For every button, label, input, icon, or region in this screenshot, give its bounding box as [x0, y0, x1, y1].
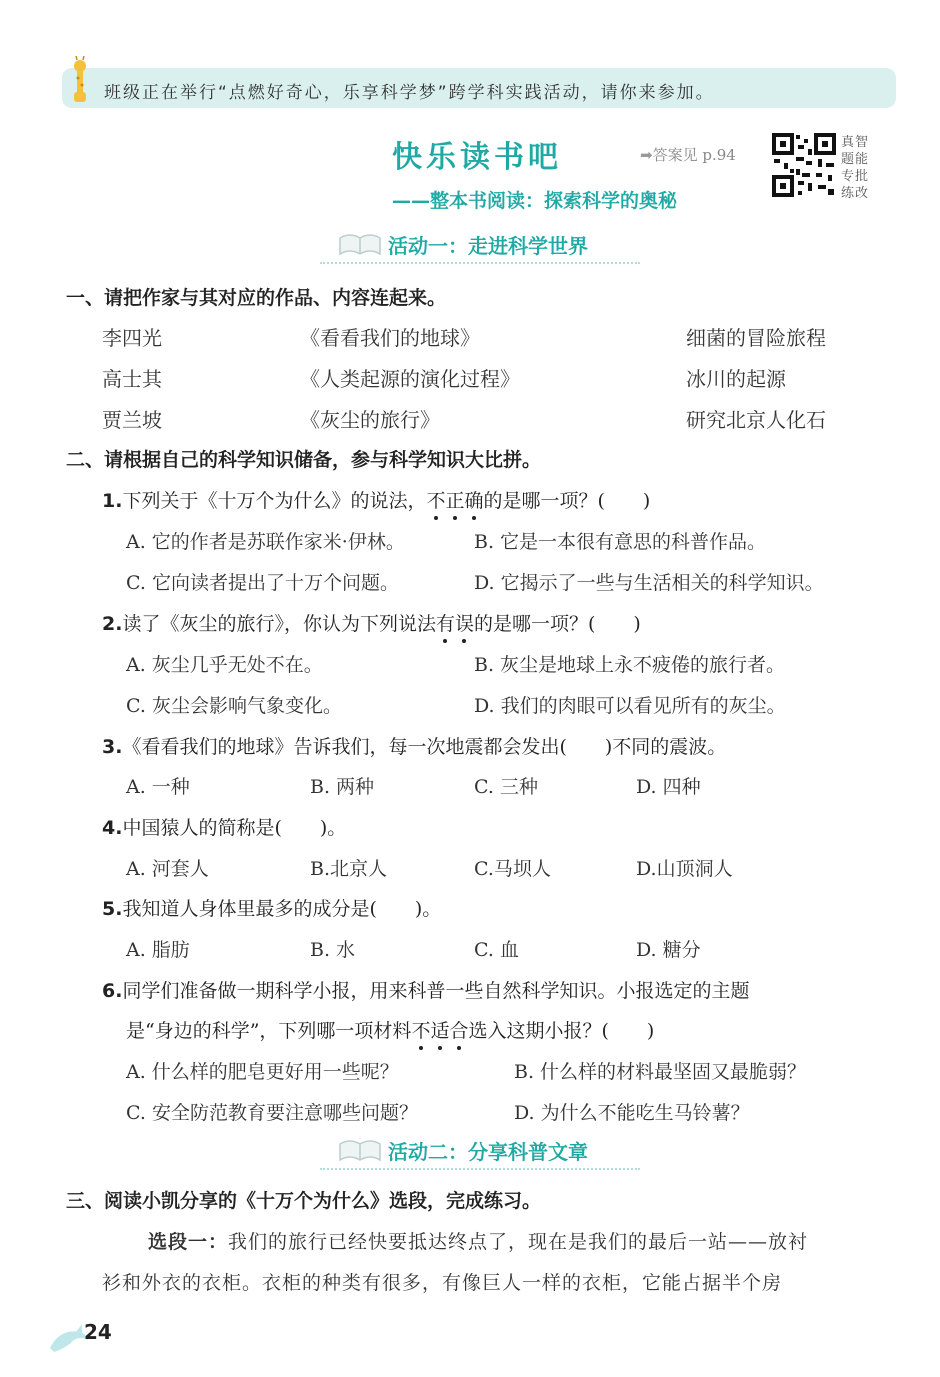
content-item: 细菌的冒险旅程 [686, 326, 826, 350]
option-d[interactable]: D. 我们的肉眼可以看见所有的灰尘。 [474, 695, 786, 717]
work-item: 《看看我们的地球》 [300, 326, 480, 350]
qr-caption-line: 真智 [841, 135, 870, 150]
passage-line-2: 衫和外衣的衣柜。衣柜的种类有很多，有像巨人一样的衣柜，它能占据半个房 [102, 1272, 783, 1294]
option-b[interactable]: B. 什么样的材料最坚固又最脆弱？ [514, 1061, 807, 1083]
option-a[interactable]: A. 它的作者是苏联作家米·伊林。 [126, 531, 405, 553]
question-number: 3. [102, 736, 123, 758]
question-item-6-line2 [126, 1016, 654, 1043]
giraffe-icon [66, 56, 94, 106]
passage-label: 选段一： [148, 1231, 229, 1253]
question-text: 的是哪一项？( ) [483, 490, 651, 512]
option-a[interactable]: A. 脂肪 [126, 939, 190, 961]
question-text: 《看看我们的地球》告诉我们，每一次地震都会发出( )不同的震波。 [122, 736, 727, 758]
option-b[interactable]: B. 两种 [310, 776, 375, 798]
passage-text: 我们的旅行已经快要抵达终点了，现在是我们的最后一站——放衬 [228, 1231, 809, 1253]
question-number: 1. [102, 490, 123, 512]
emphasis-char: 正 [445, 486, 464, 513]
open-book-icon [338, 230, 382, 258]
question-item-1 [102, 486, 650, 513]
question-text: 中国猿人的简称是( )。 [122, 817, 347, 839]
question-number: 4. [102, 817, 123, 839]
author-item: 李四光 [102, 326, 162, 350]
answer-reference [640, 144, 736, 165]
qr-caption-line: 专批 [841, 169, 870, 184]
author-item: 高士其 [102, 367, 162, 391]
question-text: 同学们准备做一期科学小报，用来科普一些自然科学知识。小报选定的主题 [122, 980, 750, 1002]
question2-heading: 二、请根据自己的科学知识储备，参与科学知识大比拼。 [66, 449, 542, 471]
option-c[interactable]: C. 它向读者提出了十万个问题。 [126, 572, 399, 594]
page-subtitle: ——整本书阅读：探索科学的奥秘 [392, 190, 678, 212]
question-text: 我知道人身体里最多的成分是( )。 [122, 898, 442, 920]
work-item: 《灰尘的旅行》 [300, 408, 440, 432]
question-text: 选入这期小报？( ) [468, 1020, 655, 1042]
option-a[interactable]: A. 什么样的肥皂更好用一些呢？ [126, 1061, 399, 1083]
question-text: 下列关于《十万个为什么》的说法， [122, 490, 427, 512]
content-item: 冰川的起源 [686, 367, 786, 391]
option-c[interactable]: C. 三种 [474, 776, 538, 798]
activity1-title: 活动一：走进科学世界 [388, 234, 588, 258]
question-number: 6. [102, 980, 123, 1002]
page-title: 快乐读书吧 [392, 140, 562, 175]
option-c[interactable]: C.马坝人 [474, 858, 551, 880]
option-b[interactable]: B. 它是一本很有意思的科普作品。 [474, 531, 767, 553]
question-item-5 [102, 894, 441, 921]
qr-caption-line: 练改 [841, 186, 870, 201]
option-b[interactable]: B. 水 [310, 939, 356, 961]
emphasis-char: 有 [436, 609, 455, 636]
activity2-title: 活动二：分享科普文章 [388, 1140, 588, 1164]
author-item: 贾兰坡 [102, 408, 162, 432]
option-a[interactable]: A. 灰尘几乎无处不在。 [126, 654, 323, 676]
emphasis-char: 确 [465, 486, 484, 513]
page-number: 24 [84, 1320, 112, 1344]
option-c[interactable]: C. 安全防范教育要注意哪些问题？ [126, 1102, 418, 1124]
qr-caption-line: 题能 [841, 152, 870, 167]
question-text: 是“身边的科学”，下列哪一项材料 [126, 1020, 412, 1042]
option-b[interactable]: B. 灰尘是地球上永不疲倦的旅行者。 [474, 654, 786, 676]
option-d[interactable]: D.山顶洞人 [636, 858, 733, 880]
question-number: 5. [102, 898, 123, 920]
arrow-icon: ➡ [640, 146, 653, 164]
question-text: 读了《灰尘的旅行》，你认为下列说法 [122, 613, 436, 635]
work-item: 《人类起源的演化过程》 [300, 367, 520, 391]
option-b[interactable]: B.北京人 [310, 858, 388, 880]
option-a[interactable]: A. 河套人 [126, 858, 209, 880]
answer-reference-text: 答案见 p.94 [652, 146, 736, 164]
question1-heading: 一、请把作家与其对应的作品、内容连起来。 [66, 287, 447, 309]
question-item-4 [102, 813, 346, 840]
emphasis-char: 误 [455, 609, 474, 636]
question-item-6 [102, 976, 749, 1003]
option-a[interactable]: A. 一种 [126, 776, 190, 798]
qr-caption [841, 134, 875, 202]
activity1-header [320, 228, 640, 264]
question-text: 的是哪一项？( ) [474, 613, 641, 635]
banner-text: 班级正在举行“点燃好奇心，乐享科学梦”跨学科实践活动，请你来参加。 [104, 83, 715, 103]
option-d[interactable]: D. 为什么不能吃生马铃薯？ [514, 1102, 750, 1124]
question-item-3 [102, 732, 726, 759]
option-c[interactable]: C. 血 [474, 939, 519, 961]
passage-line-1 [148, 1227, 896, 1254]
option-d[interactable]: D. 四种 [636, 776, 701, 798]
emphasis-char: 合 [449, 1016, 468, 1043]
emphasis-char: 不 [411, 1016, 430, 1043]
content-item: 研究北京人化石 [686, 408, 826, 432]
question3-heading: 三、阅读小凯分享的《十万个为什么》选段，完成练习。 [66, 1190, 542, 1212]
emphasis-char: 适 [430, 1016, 449, 1043]
open-book-icon [338, 1136, 382, 1164]
qr-code-icon[interactable] [772, 133, 836, 197]
option-d[interactable]: D. 糖分 [636, 939, 701, 961]
activity2-header [320, 1134, 640, 1170]
question-number: 2. [102, 613, 123, 635]
option-c[interactable]: C. 灰尘会影响气象变化。 [126, 695, 342, 717]
option-d[interactable]: D. 它揭示了一些与生活相关的科学知识。 [474, 572, 824, 594]
question-item-2 [102, 609, 641, 636]
emphasis-char: 不 [426, 486, 445, 513]
